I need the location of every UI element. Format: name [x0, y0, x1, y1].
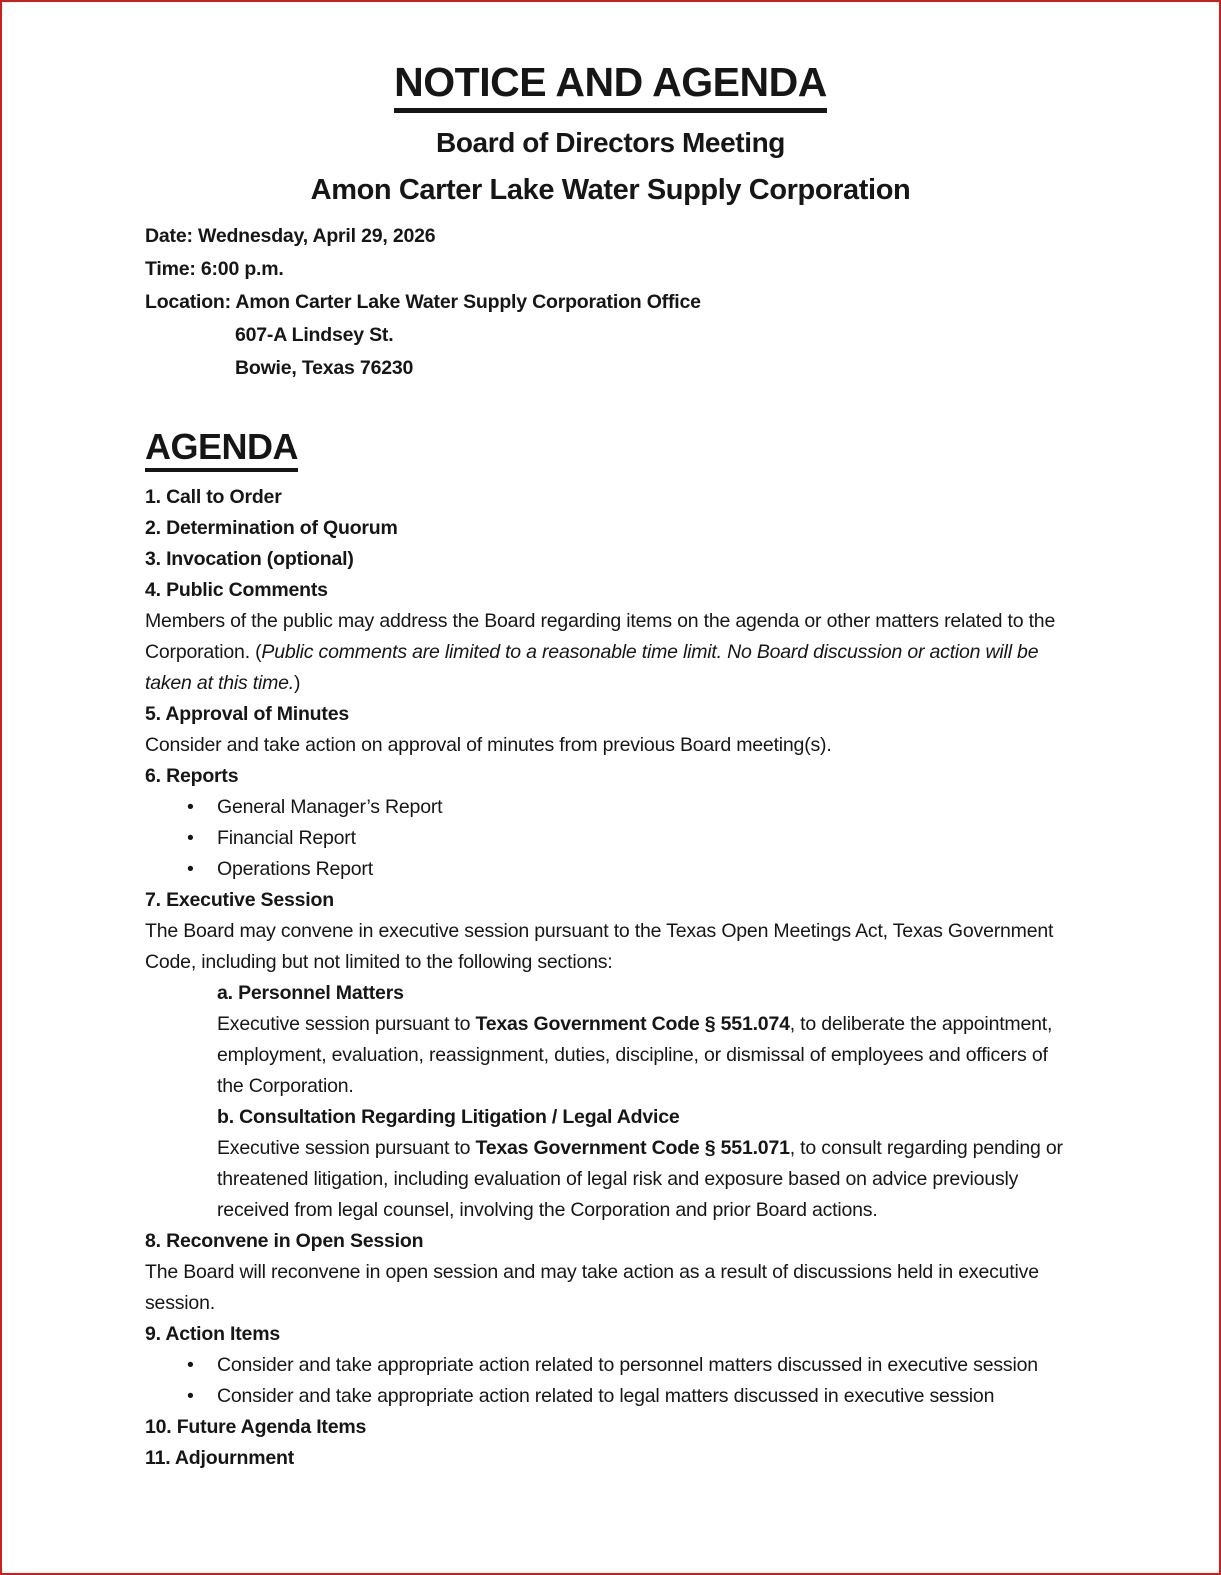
list-item-action-legal	[145, 1381, 1076, 1412]
item-7a-text-rest: , to deliberate the appointment, employment, evaluation, reassignment, duties, discipline, or dismissal of employees and officers of the Corporation.	[217, 1013, 1053, 1098]
agenda-item-5: 5. Approval of Minutes	[145, 703, 349, 726]
agenda-item-6: 6. Reports	[145, 765, 239, 788]
agenda-heading: AGENDA	[145, 427, 298, 473]
agenda-item-11: 11. Adjournment	[145, 1447, 295, 1470]
public-comments-text: Members of the public may address the Board regarding items on the agenda or other matters related to the Corporation. (	[145, 610, 1056, 664]
list-item-label: Consider and take appropriate action related to legal matters discussed in executive session	[217, 1385, 995, 1408]
meeting-info	[145, 220, 1076, 385]
agenda-item-7: 7. Executive Session	[145, 889, 334, 912]
agenda-item-8-description: The Board will reconvene in open session and may take action as a result of discussions held in executive session.	[145, 1261, 1039, 1315]
item-7a-code-ref: Texas Government Code § 551.074	[475, 1013, 790, 1036]
agenda-item-5-description: Consider and take action on approval of minutes from previous Board meeting(s).	[145, 734, 832, 757]
item-7b-code-ref: Texas Government Code § 551.071	[475, 1137, 790, 1160]
document-content	[2, 2, 1219, 1474]
document-subtitle: Board of Directors Meeting	[436, 127, 785, 159]
agenda-item-7a-description	[217, 1009, 1076, 1102]
agenda-item-1: 1. Call to Order	[145, 486, 282, 509]
agenda-item-8: 8. Reconvene in Open Session	[145, 1230, 424, 1253]
agenda-item-7a: a. Personnel Matters	[217, 982, 404, 1005]
item-7b-text-rest: , to consult regarding pending or threatened litigation, including evaluation of legal risk and exposure based on advice previously received from legal counsel, involving the Corporation and prior Board actions.	[217, 1137, 1063, 1222]
agenda-item-10: 10. Future Agenda Items	[145, 1416, 367, 1439]
list-item-operations-report	[145, 854, 1076, 885]
meeting-location: Location: Amon Carter Lake Water Supply Corporation Office	[145, 290, 701, 313]
meeting-address-line2: Bowie, Texas 76230	[235, 356, 414, 379]
list-item-general-managers-report	[145, 792, 1076, 823]
organization-name: Amon Carter Lake Water Supply Corporation	[310, 174, 911, 207]
agenda-item-7b-description	[217, 1133, 1076, 1226]
meeting-address-line1: 607-A Lindsey St.	[235, 323, 394, 346]
agenda-item-4-description	[145, 606, 1076, 699]
agenda-item-7b: b. Consultation Regarding Litigation / Legal Advice	[217, 1106, 680, 1129]
agenda-heading-wrap	[145, 427, 1076, 473]
agenda-item-2: 2. Determination of Quorum	[145, 517, 398, 540]
item-7b-text: Executive session pursuant to	[217, 1137, 476, 1160]
meeting-time: Time: 6:00 p.m.	[145, 257, 284, 280]
list-item-label: Consider and take appropriate action related to personnel matters discussed in executive session	[217, 1354, 1038, 1377]
item-7a-text: Executive session pursuant to	[217, 1013, 476, 1036]
agenda-item-4: 4. Public Comments	[145, 579, 328, 602]
agenda-list	[145, 482, 1076, 1474]
list-item-label: Operations Report	[217, 858, 373, 881]
list-item-financial-report	[145, 823, 1076, 854]
agenda-item-3: 3. Invocation (optional)	[145, 548, 354, 571]
title-wrap	[145, 60, 1076, 113]
list-item-label: Financial Report	[217, 827, 356, 850]
public-comments-close: )	[294, 672, 301, 695]
agenda-item-9: 9. Action Items	[145, 1323, 280, 1346]
list-item-action-personnel	[145, 1350, 1076, 1381]
meeting-date: Date: Wednesday, April 29, 2026	[145, 224, 436, 247]
agenda-item-7-description: The Board may convene in executive session pursuant to the Texas Open Meetings Act, Texas Government Code, including but not limited to the following sections:	[145, 920, 1054, 974]
document-title: NOTICE AND AGENDA	[394, 60, 827, 113]
public-comments-note: Public comments are limited to a reasonable time limit. No Board discussion or action will be taken at this time.	[145, 641, 1039, 695]
list-item-label: General Manager’s Report	[217, 796, 443, 819]
executive-session-subsections	[217, 978, 1076, 1226]
